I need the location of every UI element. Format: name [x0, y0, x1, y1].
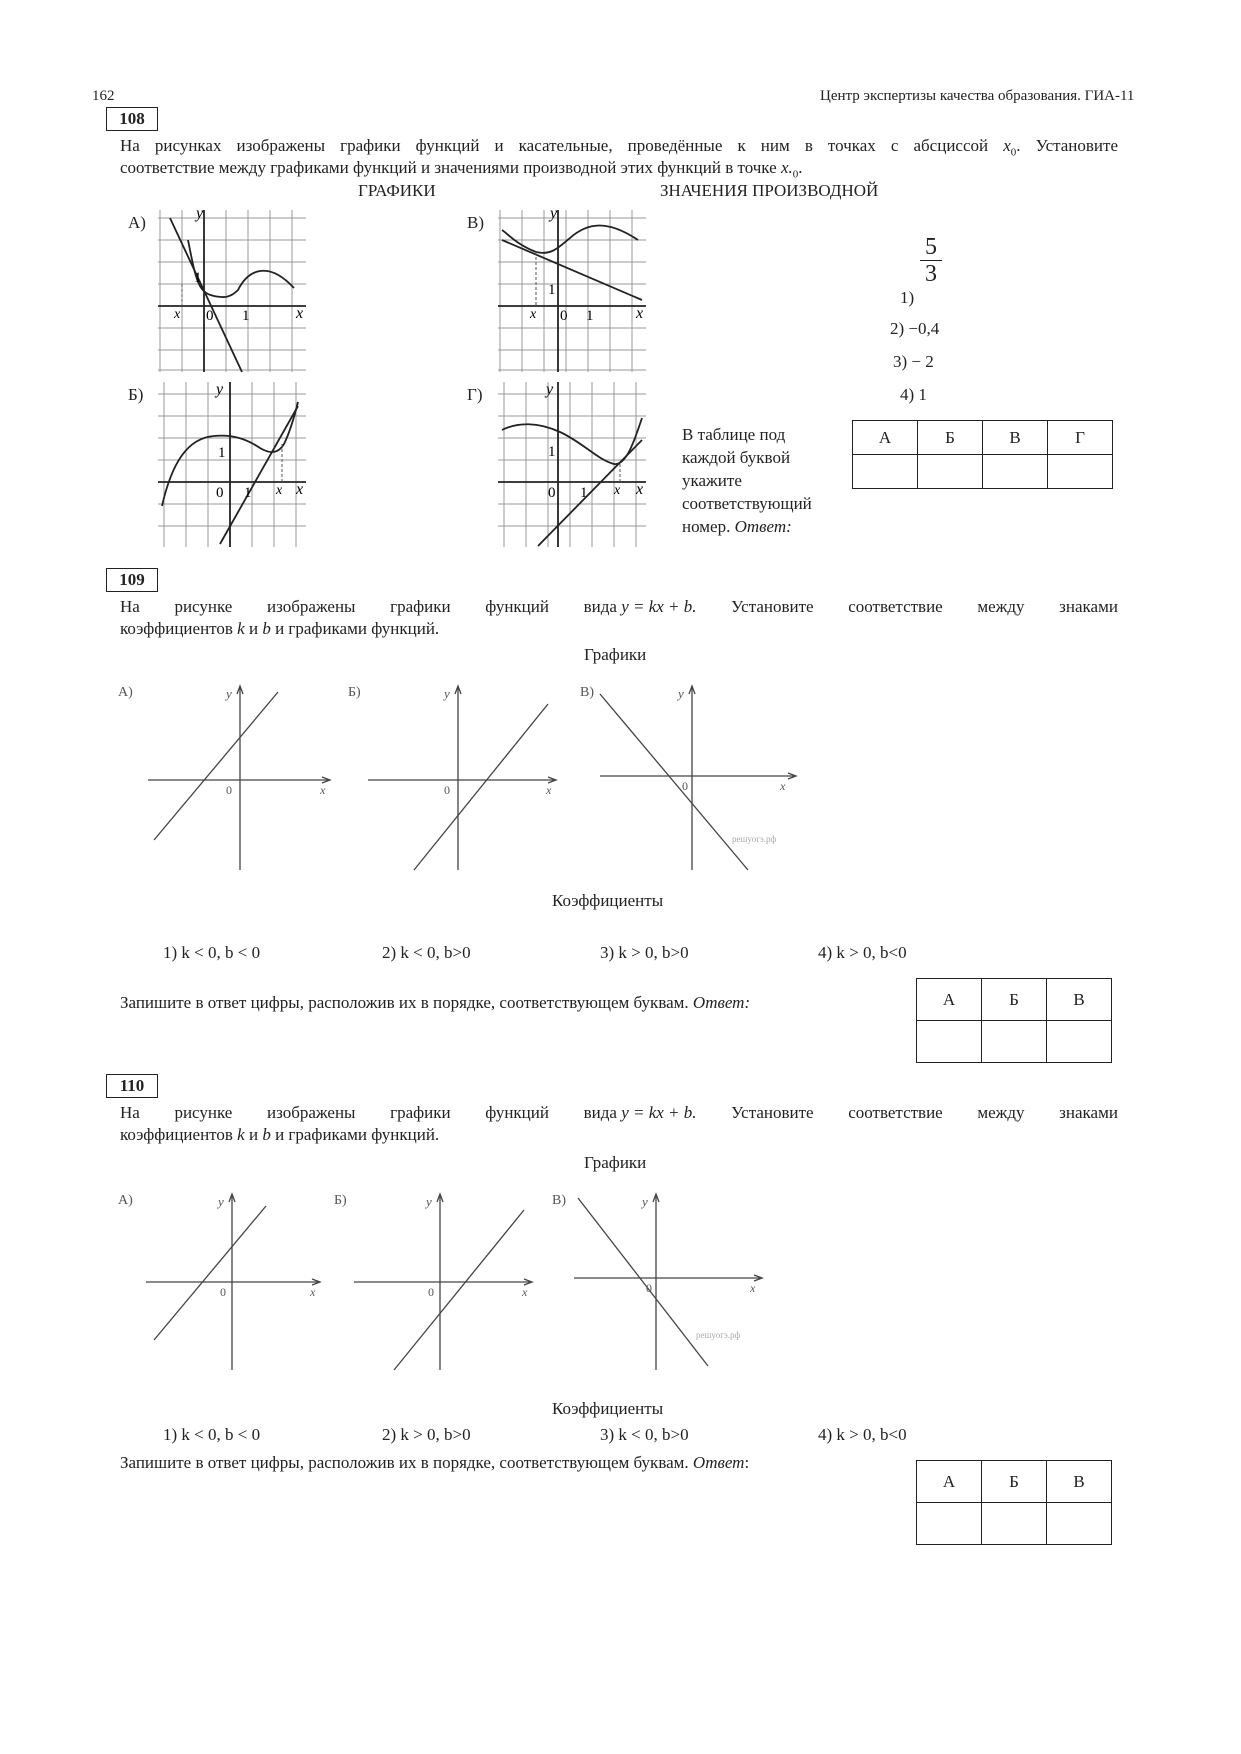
text-part: и — [244, 1125, 263, 1144]
origin-label: 0 — [444, 783, 450, 797]
instr-line-1: В таблице под — [682, 425, 786, 444]
word: соответствие — [848, 597, 943, 616]
graph-108-b — [158, 382, 306, 547]
task-110-text-line2 — [120, 1124, 439, 1146]
graph-label-v: В) — [467, 213, 484, 232]
graph-109-a — [118, 680, 338, 880]
word: функций — [485, 597, 549, 616]
word: рисунке — [174, 1103, 233, 1122]
fraction-numerator: 5 — [925, 234, 937, 260]
x0-label: x — [530, 307, 537, 322]
watermark: решуогэ.рф — [732, 834, 777, 844]
answer-cell-v[interactable] — [1047, 1021, 1112, 1063]
header-org: Центр экспертизы качества образования. ГИА-11 — [820, 88, 1135, 104]
instr-line-4: соответствующий — [682, 494, 812, 513]
instruction-text: Запишите в ответ цифры, расположив их в порядке, соответствующем буквам. — [120, 1453, 689, 1472]
x0-subscript: 0 — [792, 168, 799, 181]
graphs-heading: ГРАФИКИ — [358, 181, 436, 200]
answer-header-v: В — [1047, 979, 1112, 1021]
answer-cell-b[interactable] — [982, 1503, 1047, 1545]
origin-label: 0 — [548, 485, 556, 501]
text-part: коэффициентов — [120, 619, 238, 638]
text-part: . Установите — [1016, 136, 1118, 155]
axis-y-label: y — [426, 1194, 432, 1209]
value-3: 3) − 2 — [893, 352, 934, 371]
origin-label: 0 — [560, 308, 568, 324]
axis-x-label: x — [546, 783, 552, 797]
word: вида — [583, 597, 617, 616]
axis-y-label: y — [546, 381, 554, 398]
axis-y-label: y — [216, 381, 224, 398]
text-part: и графиками функций. — [270, 619, 440, 638]
axis-x-label: x — [296, 481, 304, 498]
axis-x-label: x — [320, 783, 326, 797]
tick-one-x-label: 1 — [580, 485, 588, 501]
answer-header-b: Б — [982, 979, 1047, 1021]
instr-line-5 — [682, 516, 792, 538]
graph-110-a — [118, 1190, 328, 1375]
text-part: коэффициентов — [120, 1125, 238, 1144]
graph-label: Б) — [348, 685, 361, 700]
axis-y-label: y — [226, 686, 232, 701]
answer-cell-v[interactable] — [1047, 1503, 1112, 1545]
task-109-text-line2 — [120, 618, 439, 640]
tick-one-x-label: 1 — [242, 308, 250, 324]
k-symbol: k — [237, 619, 245, 638]
axis-x-label: x — [310, 1285, 316, 1299]
word: изображены — [266, 597, 356, 616]
answer-cell-g[interactable] — [1048, 455, 1113, 489]
graph-109-v — [580, 680, 810, 880]
x0-subscript: 0 — [1010, 146, 1017, 159]
value-4: 4) 1 — [900, 385, 927, 404]
word: рисунке — [174, 597, 233, 616]
instr-text: номер. — [682, 517, 731, 536]
answer-label: Ответ — [692, 1453, 745, 1472]
coef-heading: Коэффициенты — [552, 891, 664, 910]
instr-line-3: укажите — [682, 471, 742, 490]
option-2: 2) k < 0, b>0 — [382, 943, 471, 962]
task-number-109: 109 — [106, 568, 158, 592]
k-symbol: k — [237, 1125, 245, 1144]
origin-label: 0 — [220, 1285, 226, 1299]
fraction-denominator: 3 — [920, 260, 942, 287]
word: На — [120, 1103, 140, 1122]
word: изображены — [266, 1103, 356, 1122]
answer-cell-a[interactable] — [917, 1503, 982, 1545]
graph-label-b: Б) — [128, 385, 144, 404]
word: между — [977, 597, 1025, 616]
answer-header-v: В — [983, 421, 1048, 455]
task-number-108: 108 — [106, 107, 158, 131]
answer-cell-b[interactable] — [918, 455, 983, 489]
answer-label: Ответ: — [692, 993, 751, 1012]
axis-y-label: y — [196, 205, 204, 222]
origin-label: 0 — [216, 485, 224, 501]
option-1: 1) k < 0, b < 0 — [163, 943, 261, 962]
graph-109-b — [348, 680, 568, 880]
answer-colon: : — [744, 1453, 750, 1472]
word: Установите — [731, 1103, 814, 1122]
word: знаками — [1059, 1103, 1118, 1122]
answer-header-a: А — [853, 421, 918, 455]
word: знаками — [1059, 597, 1118, 616]
axis-x-label: x — [296, 305, 304, 322]
word: соответствие — [848, 1103, 943, 1122]
tick-one-x-label: 1 — [244, 485, 252, 501]
instruction-109 — [120, 992, 750, 1014]
formula: y = kx + b. — [621, 597, 697, 616]
axis-x-label: x — [636, 305, 644, 322]
task-number-110: 110 — [106, 1074, 158, 1098]
axis-y-label: y — [218, 1194, 224, 1209]
value-1-prefix: 1) — [900, 288, 915, 307]
page-number: 162 — [92, 88, 115, 104]
answer-table-108 — [852, 420, 1113, 489]
answer-header-b: Б — [982, 1461, 1047, 1503]
tick-one-label: 1 — [218, 445, 226, 461]
graph-110-b — [334, 1190, 544, 1375]
watermark: решуогэ.рф — [696, 1330, 741, 1340]
axis-x-label: x — [522, 1285, 528, 1299]
word: между — [977, 1103, 1025, 1122]
graph-108-v — [498, 205, 646, 372]
tick-one-x-label: 1 — [586, 308, 594, 324]
option-3: 3) k > 0, b>0 — [600, 943, 689, 962]
answer-table-109 — [916, 978, 1112, 1063]
coef-heading: Коэффициенты — [552, 1399, 664, 1418]
values-heading: ЗНАЧЕНИЯ ПРОИЗВОДНОЙ — [660, 181, 879, 200]
text-part: . — [798, 158, 803, 177]
x0-symbol: x — [1003, 136, 1011, 155]
answer-header-a: А — [917, 979, 982, 1021]
tick-one-label: 1 — [548, 444, 556, 460]
answer-cell-a[interactable] — [853, 455, 918, 489]
origin-label: 0 — [646, 1281, 652, 1295]
axis-x-label: x — [636, 481, 644, 498]
instruction-110 — [120, 1452, 749, 1474]
axis-x-label: x — [750, 1281, 756, 1295]
answer-header-g: Г — [1048, 421, 1113, 455]
axis-y-label: y — [678, 686, 684, 701]
answer-header-b: Б — [918, 421, 983, 455]
answer-cell-v[interactable] — [983, 455, 1048, 489]
answer-table-110 — [916, 1460, 1112, 1545]
formula: y = kx + b. — [621, 1103, 697, 1122]
graph-108-a — [158, 205, 306, 372]
answer-cell-a[interactable] — [917, 1021, 982, 1063]
word: Установите — [731, 597, 814, 616]
task-108-text-line2 — [120, 157, 1118, 185]
origin-label: 0 — [226, 783, 232, 797]
word: графики — [390, 597, 451, 616]
answer-label: Ответ: — [734, 517, 792, 536]
option-3: 3) k < 0, b>0 — [600, 1425, 689, 1444]
origin-label: 0 — [206, 308, 214, 324]
graph-label: В) — [580, 685, 594, 700]
graph-label-a: А) — [128, 213, 146, 232]
word: функций — [485, 1103, 549, 1122]
axis-y-label: y — [642, 1194, 648, 1209]
word: графики — [390, 1103, 451, 1122]
origin-label: 0 — [682, 779, 688, 793]
answer-cell-b[interactable] — [982, 1021, 1047, 1063]
graph-108-g — [498, 382, 646, 547]
word: вида — [583, 1103, 617, 1122]
axis-y-label: y — [444, 686, 450, 701]
graph-label: Б) — [334, 1193, 347, 1208]
graph-label: А) — [118, 685, 133, 700]
graph-110-v — [552, 1190, 772, 1375]
task-110-text-line1 — [120, 1102, 1118, 1124]
answer-header-v: В — [1047, 1461, 1112, 1503]
text-part: и графиками функций. — [270, 1125, 440, 1144]
text-part: На рисунках изображены графики функций и касательные, проведённые к ним в точках с абсциссой — [120, 136, 1004, 155]
x0-symbol: x — [780, 158, 789, 177]
graph-label: В) — [552, 1193, 566, 1208]
text-part: и — [244, 619, 263, 638]
tick-one-label: 1 — [548, 282, 556, 298]
option-1: 1) k < 0, b < 0 — [163, 1425, 261, 1444]
graph-label-g: Г) — [467, 385, 483, 404]
value-2: 2) −0,4 — [890, 319, 940, 338]
x0-label: x — [174, 307, 181, 322]
x0-dot: . — [788, 158, 793, 177]
word: На — [120, 597, 140, 616]
b-symbol: b — [262, 619, 271, 638]
value-1-fraction — [920, 234, 942, 287]
axis-y-label: y — [550, 205, 558, 222]
option-2: 2) k > 0, b>0 — [382, 1425, 471, 1444]
axis-x-label: x — [780, 779, 786, 793]
option-4: 4) k > 0, b<0 — [818, 1425, 907, 1444]
option-4: 4) k > 0, b<0 — [818, 943, 907, 962]
instr-line-2: каждой буквой — [682, 448, 791, 467]
instruction-text: Запишите в ответ цифры, расположив их в порядке, соответствующем буквам. — [120, 993, 689, 1012]
origin-label: 0 — [428, 1285, 434, 1299]
tick-one-label: 1 — [194, 270, 202, 286]
graphs-heading: Графики — [584, 1153, 647, 1172]
text-part: соответствие между графиками функций и значениями производной этих функций в точке — [120, 158, 781, 177]
x0-label: x — [276, 483, 283, 498]
graphs-heading: Графики — [584, 645, 647, 664]
b-symbol: b — [262, 1125, 271, 1144]
x0-label: x — [614, 483, 621, 498]
answer-header-a: А — [917, 1461, 982, 1503]
task-109-text-line1 — [120, 596, 1118, 618]
graph-label: А) — [118, 1193, 133, 1208]
